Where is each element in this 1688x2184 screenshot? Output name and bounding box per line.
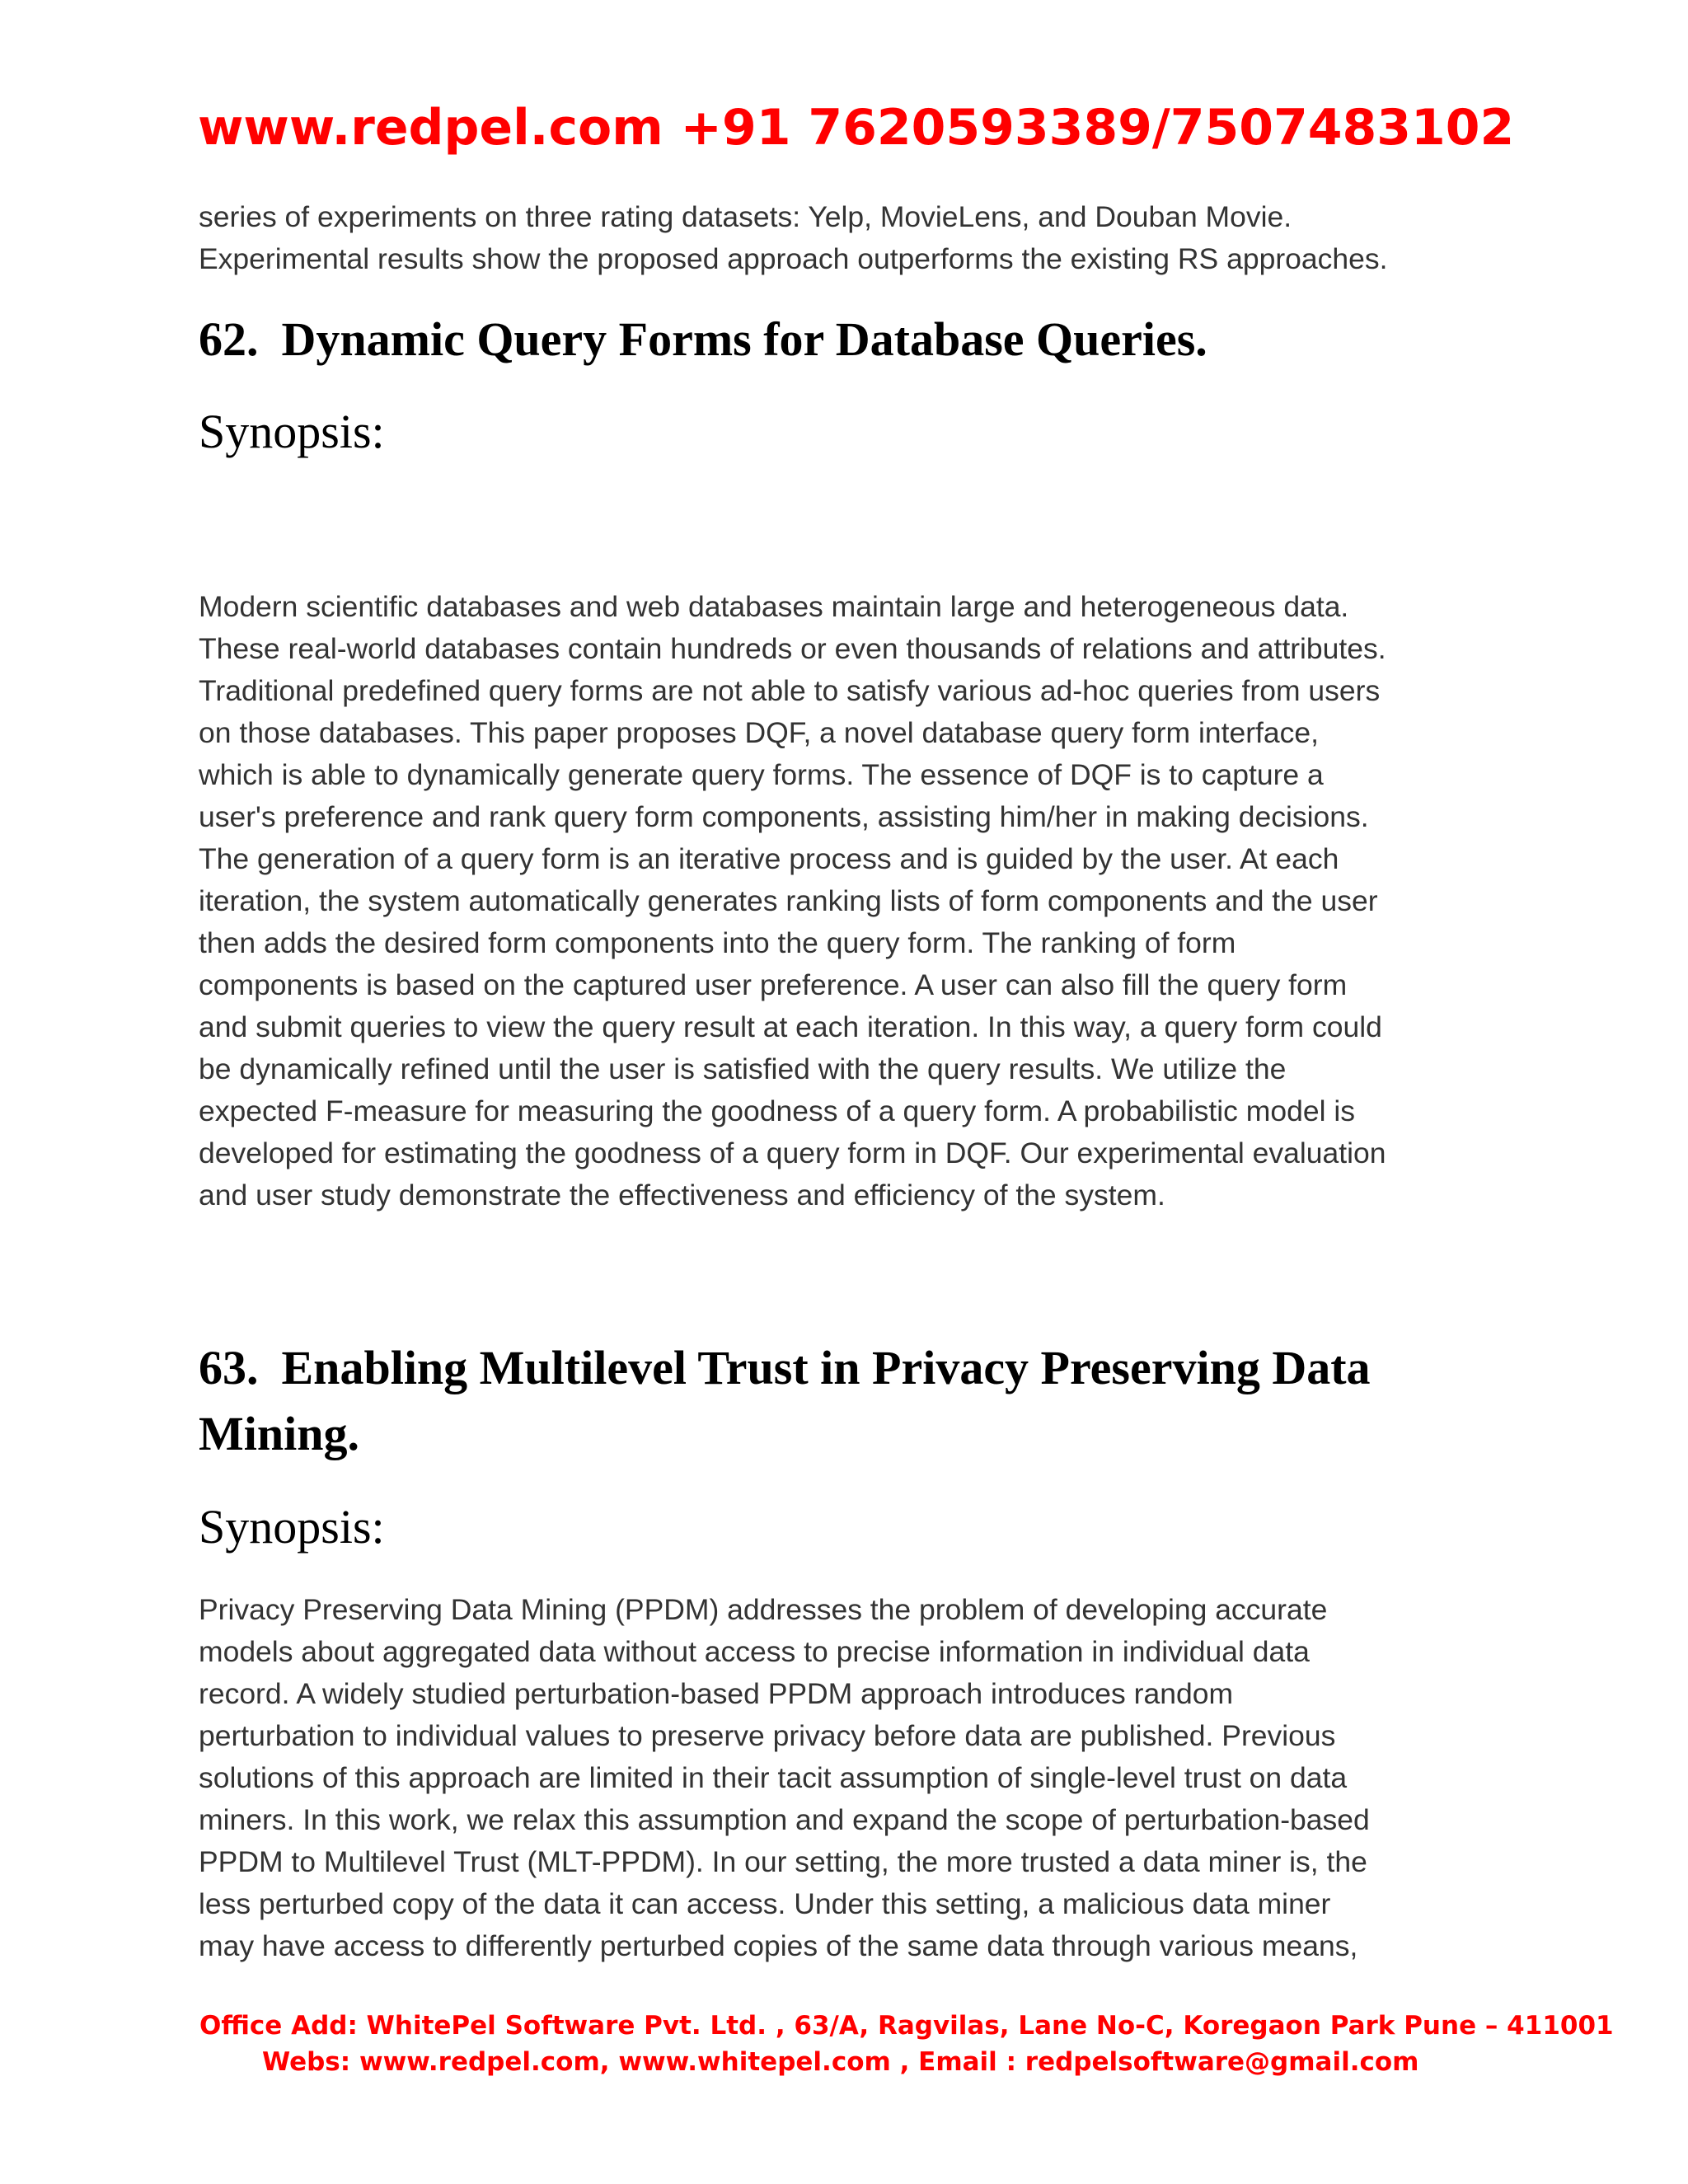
text-line: Privacy Preserving Data Mining (PPDM) addresses the problem of developing accurate: [199, 1593, 1328, 1626]
synopsis-body-63: [199, 1589, 1501, 1967]
text-line: perturbation to individual values to preserve privacy before data are published. Previous: [199, 1719, 1336, 1752]
text-line: developed for estimating the goodness of a query form in DQF. Our experimental evaluation: [199, 1137, 1386, 1169]
text-line: which is able to dynamically generate query forms. The essence of DQF is to capture a: [199, 758, 1324, 791]
text-line: Modern scientific databases and web databases maintain large and heterogeneous data.: [199, 590, 1349, 623]
text-line: less perturbed copy of the data it can access. Under this setting, a malicious data miner: [199, 1887, 1331, 1920]
synopsis-body-62: [199, 586, 1501, 1216]
section-title: Dynamic Query Forms for Database Queries.: [281, 312, 1207, 366]
text-line: be dynamically refined until the user is satisfied with the query results. We utilize the: [199, 1052, 1287, 1085]
section-title: Mining.: [199, 1407, 359, 1460]
text-line: solutions of this approach are limited in their tacit assumption of single-level trust on data: [199, 1761, 1348, 1794]
text-line: on those databases. This paper proposes DQF, a novel database query form interface,: [199, 716, 1320, 749]
footer-office-address: Office Add: WhitePel Software Pvt. Ltd. , 63/A, Ragvilas, Lane No-C, Koregaon Park Pune – 411001: [199, 2011, 1614, 2041]
text-line: miners. In this work, we relax this assumption and expand the scope of perturbation-based: [199, 1803, 1370, 1836]
text-line: iteration, the system automatically generates ranking lists of form components and the user: [199, 884, 1378, 917]
text-line: may have access to differently perturbed copies of the same data through various means,: [199, 1929, 1358, 1962]
text-line: then adds the desired form components into the query form. The ranking of form: [199, 926, 1236, 959]
text-line: series of experiments on three rating datasets: Yelp, MovieLens, and Douban Movie.: [199, 200, 1292, 233]
text-line: record. A widely studied perturbation-based PPDM approach introduces random: [199, 1677, 1234, 1710]
text-line: The generation of a query form is an iterative process and is guided by the user. At each: [199, 842, 1339, 875]
text-line: models about aggregated data without access to precise information in individual data: [199, 1635, 1310, 1668]
section-number: 63.: [199, 1341, 259, 1394]
intro-paragraph: [199, 196, 1501, 280]
footer-web-email: Webs: www.redpel.com, www.whitepel.com , Email : redpelsoftware@gmail.com: [262, 2047, 1419, 2077]
text-line: user's preference and rank query form components, assisting him/her in making decisions.: [199, 800, 1369, 833]
header-contact-banner: www.redpel.com +91 7620593389/7507483102: [198, 99, 1515, 157]
text-line: Traditional predefined query forms are not able to satisfy various ad-hoc queries from users: [199, 674, 1381, 707]
section-heading-63: [199, 1335, 1371, 1401]
text-line: Experimental results show the proposed approach outperforms the existing RS approaches.: [199, 242, 1388, 275]
text-line: and submit queries to view the query result at each iteration. In this way, a query form could: [199, 1010, 1382, 1043]
section-title: Enabling Multilevel Trust in Privacy Preserving Data: [281, 1341, 1371, 1394]
synopsis-label-63: Synopsis:: [199, 1500, 385, 1554]
text-line: PPDM to Multilevel Trust (MLT-PPDM). In our setting, the more trusted a data miner is, the: [199, 1845, 1367, 1878]
section-number: 62.: [199, 312, 259, 366]
text-line: components is based on the captured user preference. A user can also fill the query form: [199, 968, 1348, 1001]
section-heading-63-continued: [199, 1401, 359, 1467]
text-line: These real-world databases contain hundreds or even thousands of relations and attributes.: [199, 632, 1386, 665]
synopsis-label-62: Synopsis:: [199, 405, 385, 458]
text-line: expected F-measure for measuring the goodness of a query form. A probabilistic model is: [199, 1094, 1355, 1127]
text-line: and user study demonstrate the effectiveness and efficiency of the system.: [199, 1179, 1165, 1212]
section-heading-62: [199, 307, 1207, 373]
